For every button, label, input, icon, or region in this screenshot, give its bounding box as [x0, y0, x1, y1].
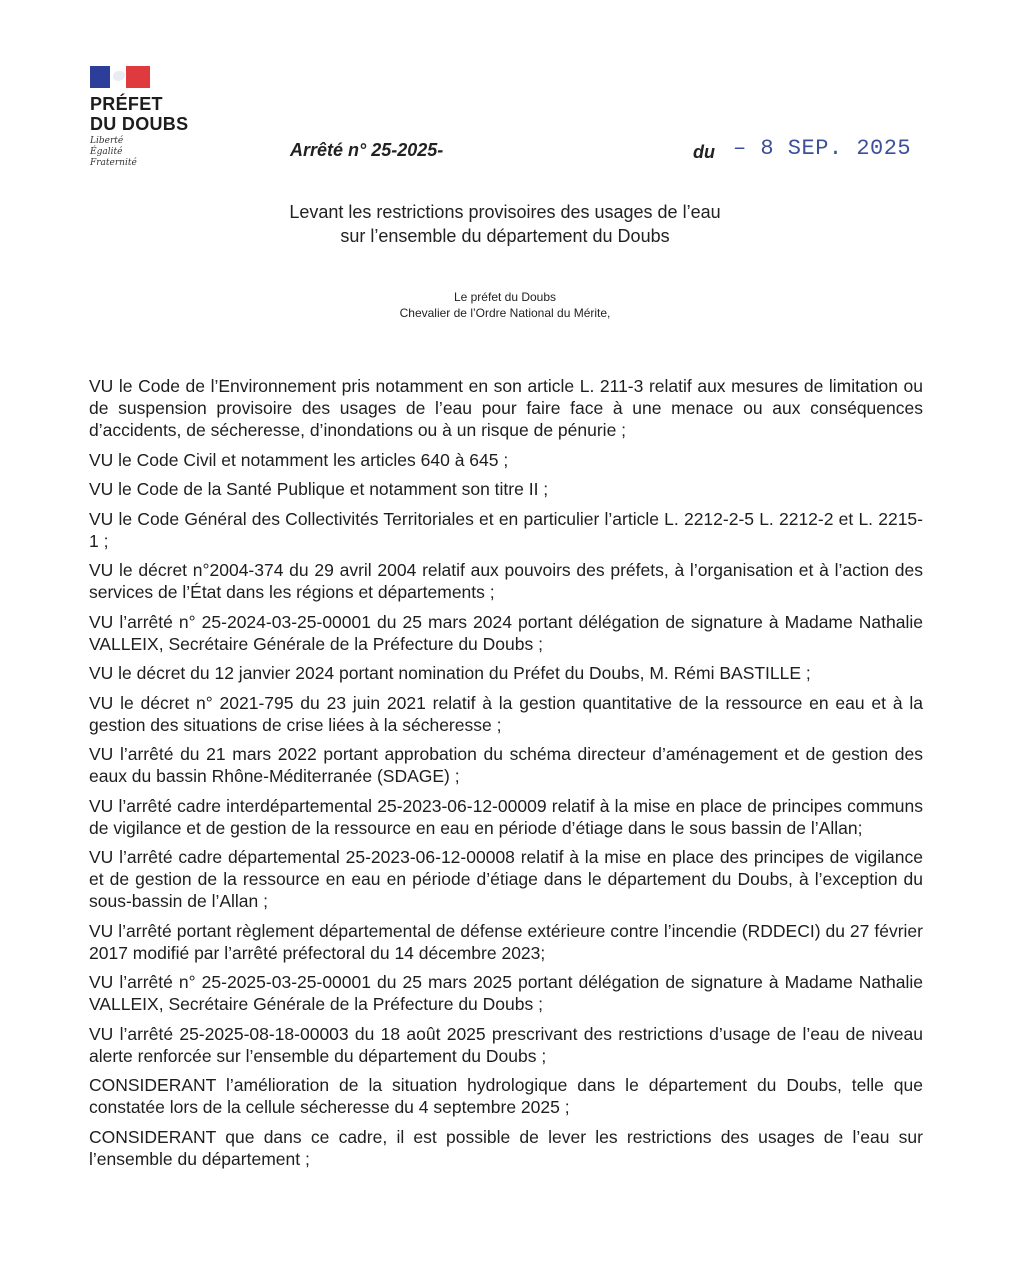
visa-item: VU le Code Général des Collectivités Territoriales et en particulier l’article L. 2212-2-5 L. 2212-2 et L. 2215-1 ;: [89, 508, 923, 551]
visa-item: VU l’arrêté 25-2025-08-18-00003 du 18 août 2025 prescrivant des restrictions d’usage de l’eau de niveau alerte renforcée sur l’ensemble du département du Doubs ;: [89, 1023, 923, 1066]
date-label: du: [693, 142, 715, 162]
motto-fraternite: Fraternité: [90, 158, 137, 168]
date-stamp: – 8 SEP. 2025: [733, 136, 912, 161]
visa-item: VU l’arrêté portant règlement départemental de défense extérieure contre l’incendie (RDDECI) du 27 février 2017 modifié par l’arrêté préfectoral du 14 décembre 2023;: [89, 920, 923, 963]
visa-item: VU le décret n° 2021-795 du 23 juin 2021 relatif à la gestion quantitative de la ressource en eau et à la gestion des situations de crise liées à la sécheresse ;: [89, 692, 923, 735]
visas-list: [89, 375, 923, 1177]
motto-egalite: Égalité: [90, 147, 123, 157]
visa-item: VU le décret du 12 janvier 2024 portant nomination du Préfet du Doubs, M. Rémi BASTILLE ;: [89, 663, 811, 683]
prefect-honour: Chevalier de l’Ordre National du Mérite,: [399, 306, 611, 320]
prefecture-name-line1: PRÉFET: [90, 94, 163, 114]
visa-item: VU le Code Civil et notamment les articles 640 à 645 ;: [89, 449, 509, 470]
prefecture-name-line2: DU DOUBS: [90, 114, 189, 134]
considerant-item: CONSIDERANT l’amélioration de la situation hydrologique dans le département du Doubs, telle que constatée lors de la cellule sécheresse du 4 septembre 2025 ;: [89, 1075, 923, 1117]
visa-item: VU le décret n°2004-374 du 29 avril 2004 relatif aux pouvoirs des préfets, à l’organisation et à l’action des services de l’État dans les régions et départements ;: [89, 560, 923, 602]
prefecture-name: [90, 94, 188, 134]
visa-item: VU l’arrêté cadre interdépartemental 25-2023-06-12-00009 relatif à la mise en place de principes communs de vigilance et de gestion de la ressource en eau en période d’étiage dans le sous bassin de l’Allan;: [89, 795, 923, 838]
prefecture-logo: [90, 66, 188, 169]
arrete-subject: [0, 200, 1010, 248]
visa-item: VU l’arrêté du 21 mars 2022 portant approbation du schéma directeur d’aménagement et de gestion des eaux du bassin Rhône-Méditerranée (SDAGE) ;: [89, 744, 923, 786]
republic-motto: [90, 136, 188, 169]
visa-item: VU l’arrêté n° 25-2025-03-25-00001 du 25 mars 2025 portant délégation de signature à Madame Nathalie VALLEIX, Secrétaire Générale de la Préfecture du Doubs ;: [89, 972, 923, 1014]
prefect-title: Le préfet du Doubs: [453, 290, 557, 304]
marianne-flag-icon: [90, 66, 150, 88]
visa-item: VU l’arrêté cadre départemental 25-2023-06-12-00008 relatif à la mise en place des principes de vigilance et de gestion de la ressource en eau en période d’étiage dans le département du Doubs, à l’exception du sous-bassin de l’Allan ;: [89, 847, 923, 911]
visa-item: VU le Code de l’Environnement pris notamment en son article L. 211-3 relatif aux mesures de limitation ou de suspension provisoire des usages de l’eau pour faire face à une menace ou aux conséquences d’accidents, de sécheresse, d’inondations ou à un risque de pénurie ;: [89, 376, 923, 440]
subject-line1: Levant les restrictions provisoires des usages de l’eau: [289, 202, 721, 222]
visa-item: VU l’arrêté n° 25-2024-03-25-00001 du 25 mars 2024 portant délégation de signature à Madame Nathalie VALLEIX, Secrétaire Générale de la Préfecture du Doubs ;: [89, 611, 923, 654]
arrete-number: Arrêté n° 25-2025-: [290, 140, 444, 160]
prefect-identity: [0, 289, 1010, 321]
motto-liberte: Liberté: [90, 136, 124, 146]
visa-item: VU le Code de la Santé Publique et notamment son titre II ;: [89, 479, 549, 499]
subject-line2: sur l’ensemble du département du Doubs: [340, 226, 670, 246]
considerant-item: CONSIDERANT que dans ce cadre, il est possible de lever les restrictions des usages de l’eau sur l’ensemble du département ;: [89, 1126, 923, 1169]
